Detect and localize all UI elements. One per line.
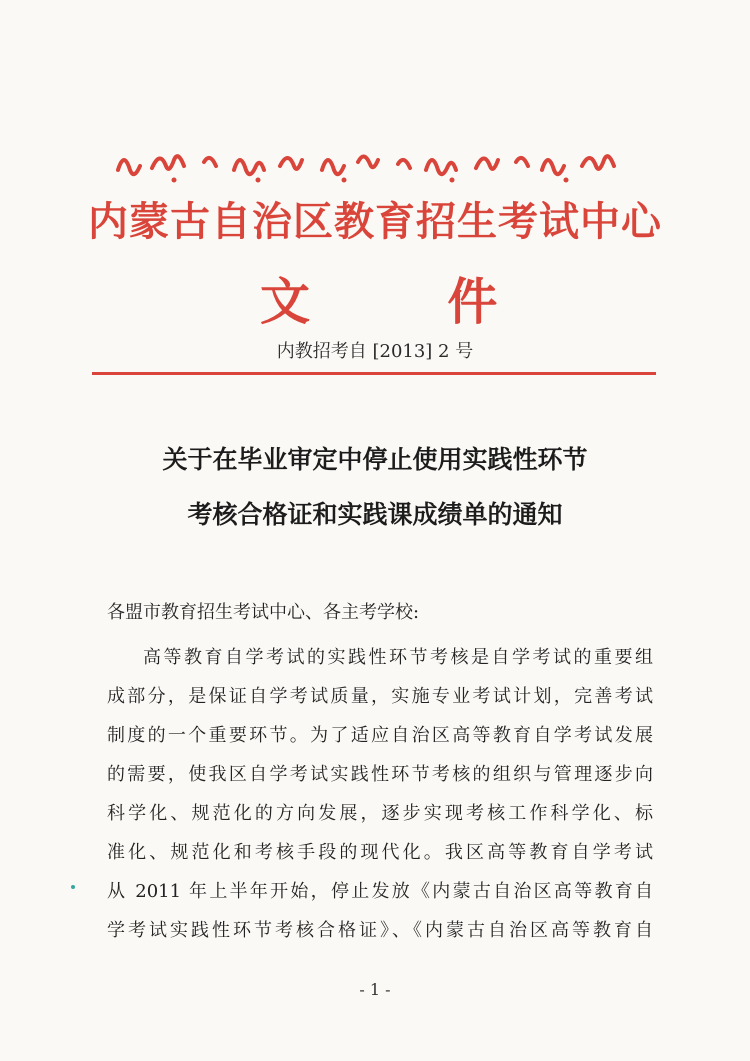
issuer-name: 内蒙古自治区教育招生考试中心 [88,198,662,245]
page-number: - 1 - [359,980,391,999]
document-type: 文 件 [260,272,558,331]
body-line: 科学化、规范化的方向发展，逐步实现考核工作科学化、标 [107,803,653,824]
salutation: 各盟市教育招生考试中心、各主考学校: [107,602,420,623]
body-line: 从 2011 年上半年开始，停止发放《内蒙古自治区高等教育自 [107,881,653,902]
letterhead-divider [92,372,656,375]
notice-title-line-1: 关于在毕业审定中停止使用实践性环节 [162,445,588,474]
body-line: 准化、规范化和考核手段的现代化。我区高等教育自学考试 [107,842,653,863]
body-line: 的需要，使我区自学考试实践性环节考核的组织与管理逐步向 [107,764,653,785]
notice-title-line-2: 考核合格证和实践课成绩单的通知 [187,500,563,529]
body-line: 成部分，是保证自学考试质量，实施专业考试计划，完善考试 [107,686,653,707]
scan-speck [71,885,75,889]
body-line: 高等教育自学考试的实践性环节考核是自学考试的重要组 [143,647,653,668]
body-line: 制度的一个重要环节。为了适应自治区高等教育自学考试发展 [107,725,653,746]
mongolian-script-graphic [108,140,642,186]
body-line: 学考试实践性环节考核合格证》、《内蒙古自治区高等教育自 [107,920,653,941]
mongolian-script-header [108,140,642,186]
document-number: 内教招考自 [2013] 2 号 [276,341,474,362]
